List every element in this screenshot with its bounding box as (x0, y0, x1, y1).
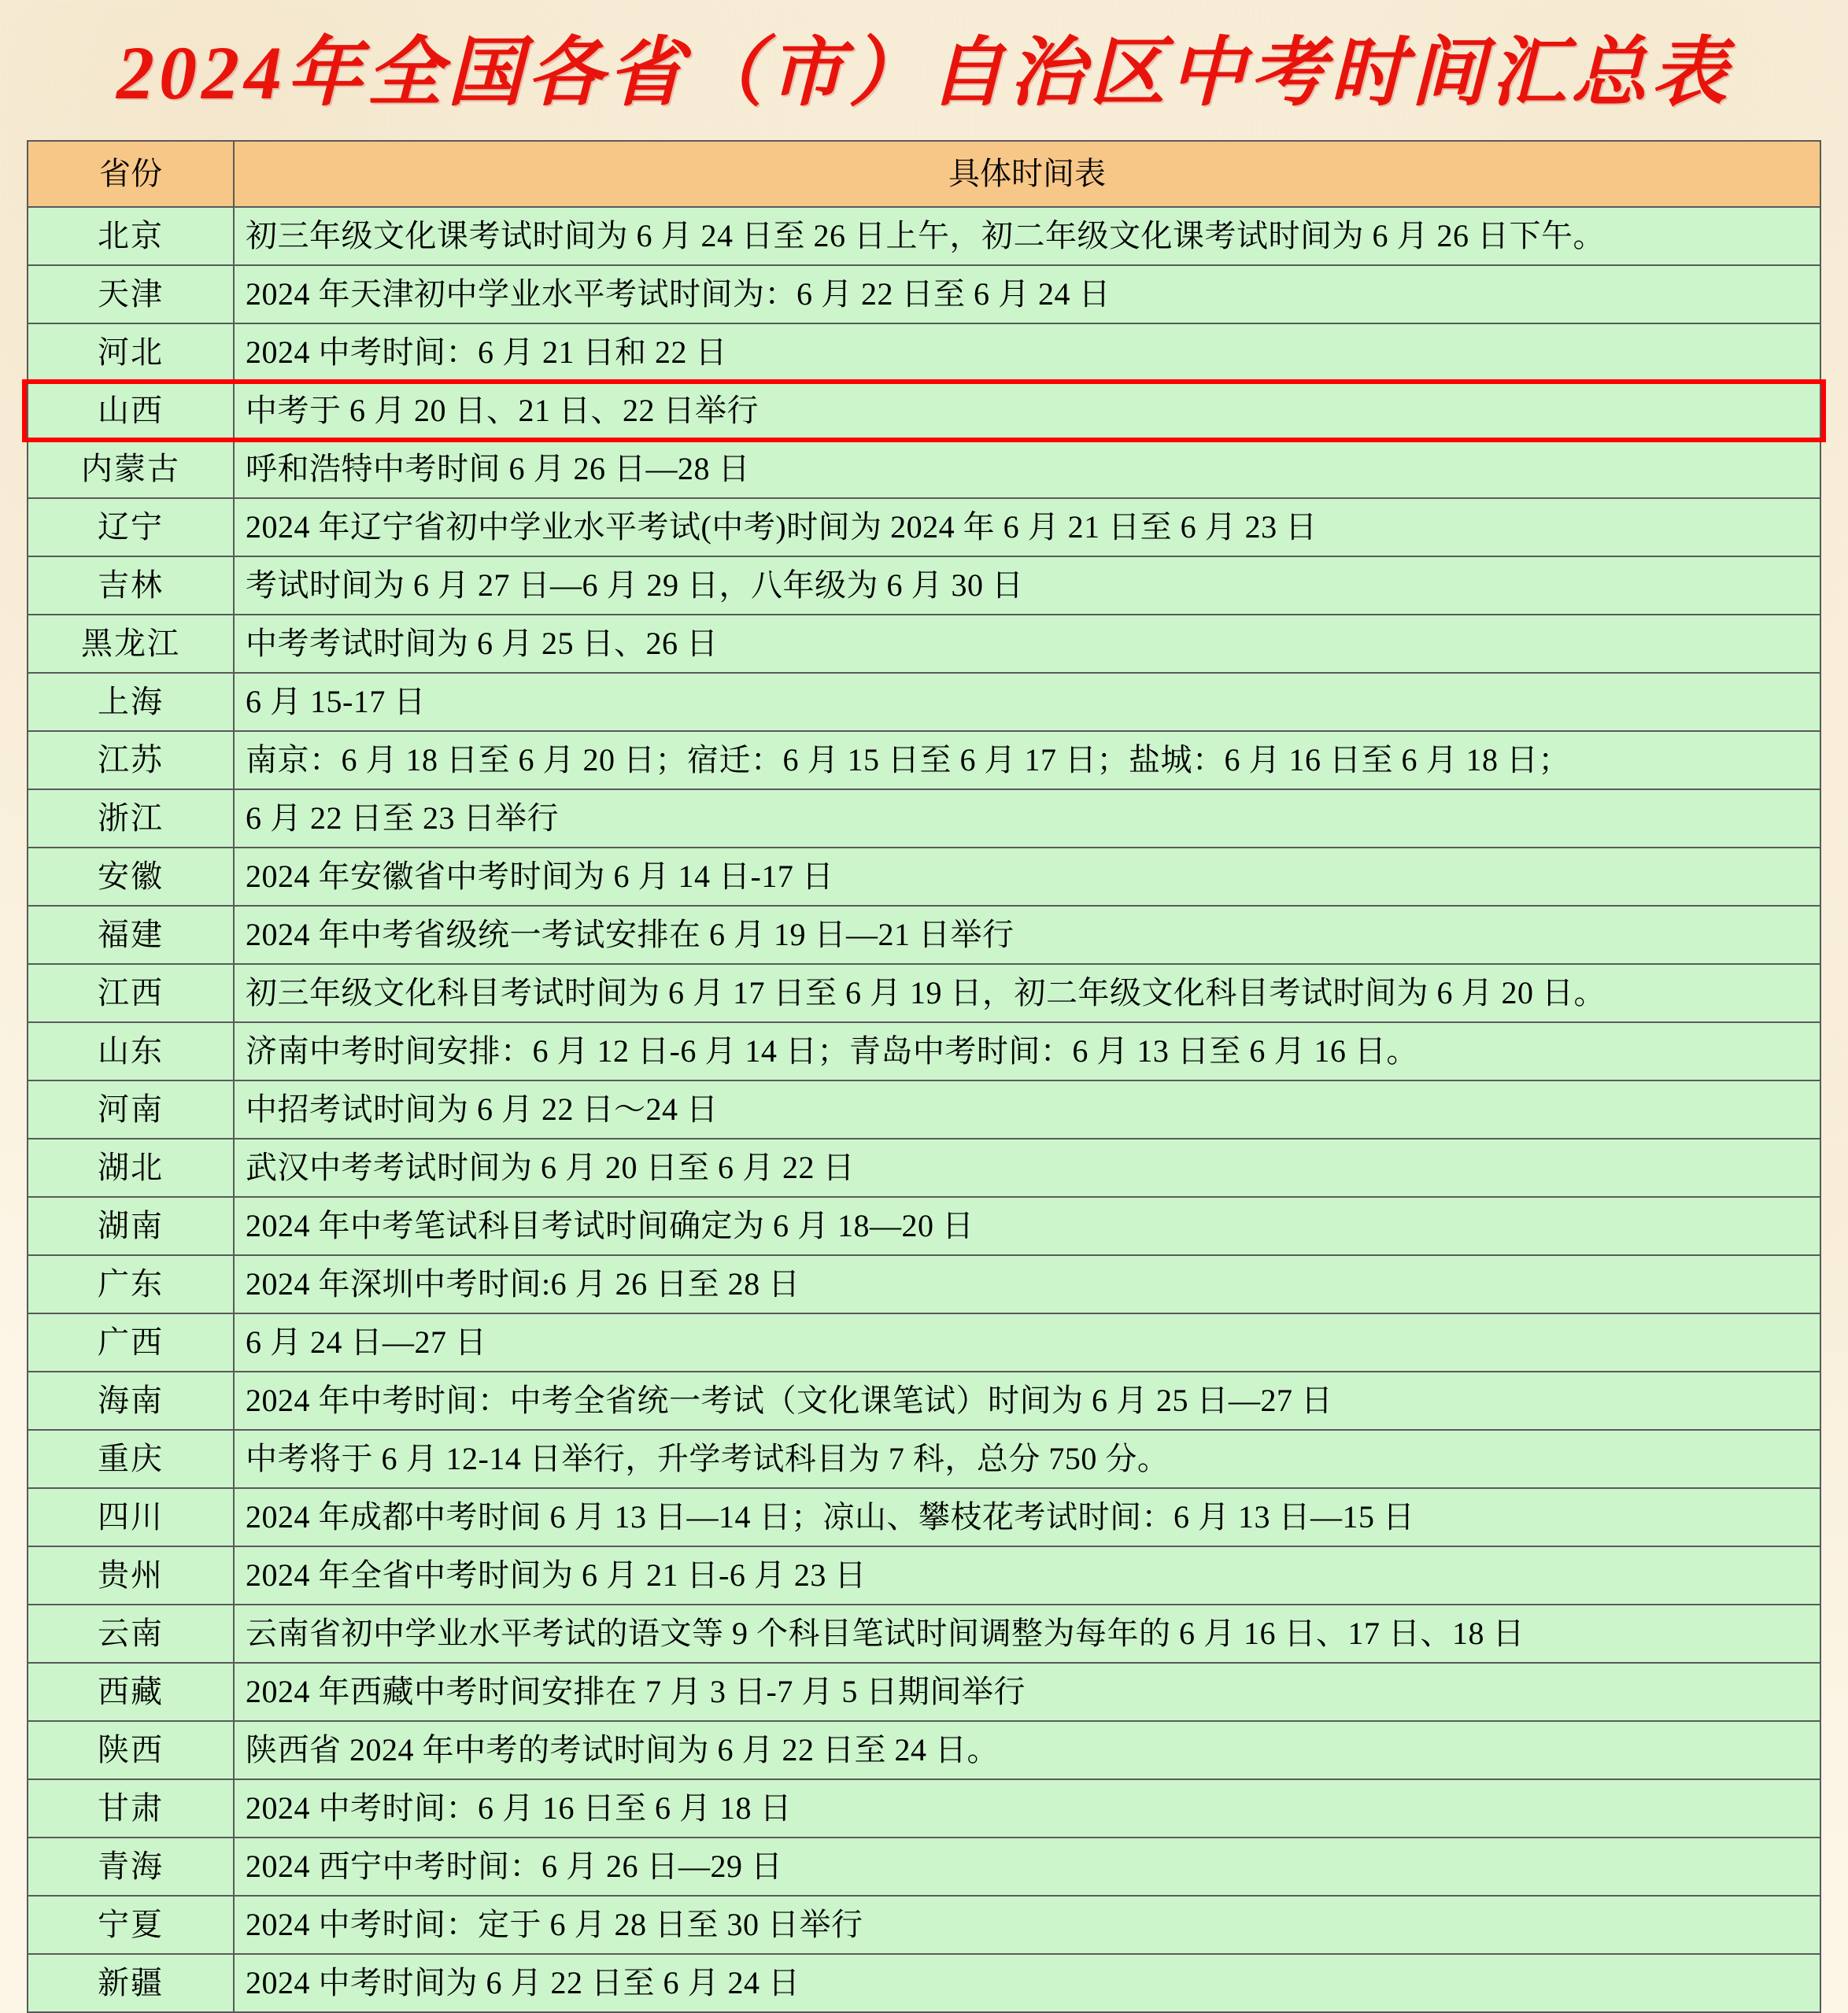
cell-detail: 2024 西宁中考时间：6 月 26 日—29 日 (234, 1838, 1820, 1896)
table-row (28, 440, 1820, 498)
table-row (28, 1663, 1820, 1721)
table-row (28, 1313, 1820, 1372)
table-row (28, 1954, 1820, 2012)
cell-detail: 6 月 15-17 日 (234, 673, 1820, 731)
table-row (28, 789, 1820, 848)
cell-detail: 2024 年成都中考时间 6 月 13 日—14 日；凉山、攀枝花考试时间：6 月 13 日—15 日 (234, 1488, 1820, 1546)
cell-province: 江西 (28, 964, 234, 1022)
table-row (28, 673, 1820, 731)
cell-province: 山西 (28, 382, 234, 440)
cell-detail: 2024 年中考笔试科目考试时间确定为 6 月 18—20 日 (234, 1197, 1820, 1255)
cell-detail: 初三年级文化科目考试时间为 6 月 17 日至 6 月 19 日，初二年级文化科目考试时间为 6 月 20 日。 (234, 964, 1820, 1022)
cell-detail: 武汉中考考试时间为 6 月 20 日至 6 月 22 日 (234, 1139, 1820, 1197)
cell-province: 天津 (28, 265, 234, 323)
cell-province: 内蒙古 (28, 440, 234, 498)
table-row (28, 1779, 1820, 1838)
cell-detail: 2024 年安徽省中考时间为 6 月 14 日-17 日 (234, 848, 1820, 906)
cell-province: 河南 (28, 1080, 234, 1139)
cell-province: 新疆 (28, 1954, 234, 2012)
table-row (28, 1605, 1820, 1663)
table-row (28, 1896, 1820, 1954)
cell-province: 四川 (28, 1488, 234, 1546)
cell-province: 湖北 (28, 1139, 234, 1197)
cell-detail: 6 月 24 日—27 日 (234, 1313, 1820, 1372)
cell-province: 青海 (28, 1838, 234, 1896)
cell-province: 广西 (28, 1313, 234, 1372)
table-row (28, 1488, 1820, 1546)
table-row (28, 1430, 1820, 1488)
cell-province: 西藏 (28, 1663, 234, 1721)
table-header-row (28, 141, 1820, 207)
cell-detail: 考试时间为 6 月 27 日—6 月 29 日，八年级为 6 月 30 日 (234, 556, 1820, 615)
cell-detail: 呼和浩特中考时间 6 月 26 日—28 日 (234, 440, 1820, 498)
cell-detail: 2024 年天津初中学业水平考试时间为：6 月 22 日至 6 月 24 日 (234, 265, 1820, 323)
cell-province: 北京 (28, 207, 234, 265)
cell-province: 黑龙江 (28, 615, 234, 673)
cell-province: 海南 (28, 1372, 234, 1430)
table-row (28, 731, 1820, 789)
cell-province: 上海 (28, 673, 234, 731)
page-title: 2024年全国各省（市）自治区中考时间汇总表 (116, 31, 1732, 115)
cell-province: 浙江 (28, 789, 234, 848)
column-header-province: 省份 (28, 141, 234, 207)
cell-detail: 南京：6 月 18 日至 6 月 20 日；宿迁：6 月 15 日至 6 月 17 日；盐城：6 月 16 日至 6 月 18 日； (234, 731, 1820, 789)
cell-province: 宁夏 (28, 1896, 234, 1954)
cell-detail: 中考于 6 月 20 日、21 日、22 日举行 (234, 382, 1820, 440)
table-row (28, 556, 1820, 615)
cell-province: 安徽 (28, 848, 234, 906)
table-row (28, 906, 1820, 964)
cell-province: 甘肃 (28, 1779, 234, 1838)
cell-province: 福建 (28, 906, 234, 964)
table-row (28, 207, 1820, 265)
cell-detail: 2024 年辽宁省初中学业水平考试(中考)时间为 2024 年 6 月 21 日至 6 月 23 日 (234, 498, 1820, 556)
cell-detail: 2024 中考时间：6 月 21 日和 22 日 (234, 323, 1820, 382)
table-row (28, 265, 1820, 323)
cell-province: 陕西 (28, 1721, 234, 1779)
cell-detail: 2024 中考时间为 6 月 22 日至 6 月 24 日 (234, 1954, 1820, 2012)
cell-detail: 2024 年中考省级统一考试安排在 6 月 19 日—21 日举行 (234, 906, 1820, 964)
cell-province: 贵州 (28, 1546, 234, 1605)
column-header-detail: 具体时间表 (234, 141, 1820, 207)
table-row (28, 964, 1820, 1022)
table-body (28, 207, 1820, 2012)
cell-province: 山东 (28, 1022, 234, 1080)
table-row (28, 382, 1820, 440)
cell-detail: 2024 年深圳中考时间:6 月 26 日至 28 日 (234, 1255, 1820, 1313)
cell-province: 广东 (28, 1255, 234, 1313)
table-container (27, 140, 1821, 2013)
cell-detail: 2024 年西藏中考时间安排在 7 月 3 日-7 月 5 日期间举行 (234, 1663, 1820, 1721)
cell-detail: 初三年级文化课考试时间为 6 月 24 日至 26 日上午，初二年级文化课考试时间为 6 月 26 日下午。 (234, 207, 1820, 265)
table-row (28, 498, 1820, 556)
cell-province: 重庆 (28, 1430, 234, 1488)
cell-detail: 中招考试时间为 6 月 22 日～24 日 (234, 1080, 1820, 1139)
exam-schedule-table (27, 140, 1821, 2013)
table-header (28, 141, 1820, 207)
table-row (28, 848, 1820, 906)
table-row (28, 1372, 1820, 1430)
cell-detail: 2024 中考时间：6 月 16 日至 6 月 18 日 (234, 1779, 1820, 1838)
cell-detail: 6 月 22 日至 23 日举行 (234, 789, 1820, 848)
cell-detail: 陕西省 2024 年中考的考试时间为 6 月 22 日至 24 日。 (234, 1721, 1820, 1779)
table-row (28, 1721, 1820, 1779)
cell-detail: 2024 年中考时间：中考全省统一考试（文化课笔试）时间为 6 月 25 日—27 日 (234, 1372, 1820, 1430)
cell-province: 云南 (28, 1605, 234, 1663)
cell-detail: 中考将于 6 月 12-14 日举行，升学考试科目为 7 科，总分 750 分。 (234, 1430, 1820, 1488)
cell-province: 辽宁 (28, 498, 234, 556)
table-row (28, 1022, 1820, 1080)
table-row (28, 1546, 1820, 1605)
cell-province: 河北 (28, 323, 234, 382)
table-row (28, 1838, 1820, 1896)
table-row (28, 1197, 1820, 1255)
table-row (28, 615, 1820, 673)
cell-detail: 中考考试时间为 6 月 25 日、26 日 (234, 615, 1820, 673)
cell-detail: 云南省初中学业水平考试的语文等 9 个科目笔试时间调整为每年的 6 月 16 日、17 日、18 日 (234, 1605, 1820, 1663)
cell-detail: 2024 年全省中考时间为 6 月 21 日-6 月 23 日 (234, 1546, 1820, 1605)
table-row (28, 323, 1820, 382)
cell-detail: 济南中考时间安排：6 月 12 日-6 月 14 日；青岛中考时间：6 月 13 日至 6 月 16 日。 (234, 1022, 1820, 1080)
cell-detail: 2024 中考时间：定于 6 月 28 日至 30 日举行 (234, 1896, 1820, 1954)
table-row (28, 1139, 1820, 1197)
table-row (28, 1080, 1820, 1139)
cell-province: 江苏 (28, 731, 234, 789)
cell-province: 吉林 (28, 556, 234, 615)
cell-province: 湖南 (28, 1197, 234, 1255)
table-row (28, 1255, 1820, 1313)
